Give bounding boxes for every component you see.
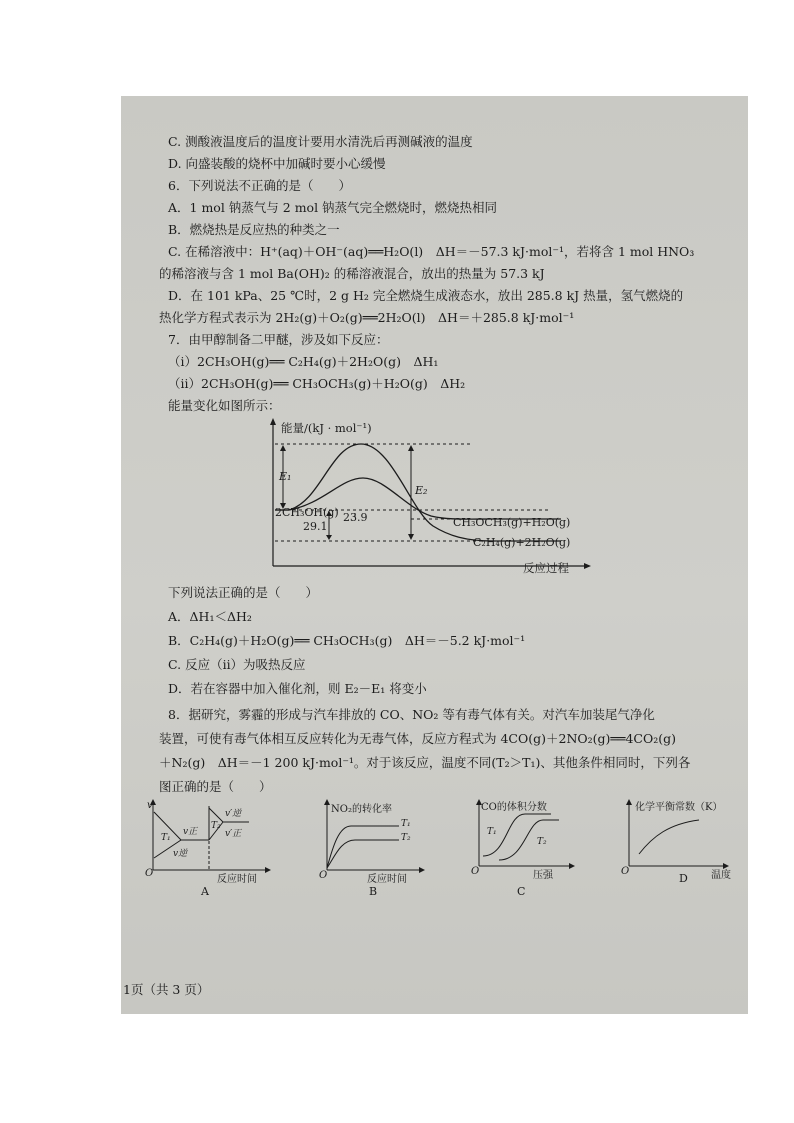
- reactant-label: 2CH₃OH(g): [275, 506, 339, 519]
- page-footer: 1页（共 3 页）: [123, 982, 210, 997]
- graph-a-vn2: v′逆: [225, 809, 242, 819]
- option-7d: D．若在容器中加入催化剂，则 E₂－E₁ 将变小: [168, 681, 427, 696]
- option-6a: A．1 mol 钠蒸气与 2 mol 钠蒸气完全燃烧时，燃烧热相同: [168, 200, 498, 215]
- question-8-cont3: 图正确的是（ ）: [159, 779, 272, 794]
- graph-c-t1: T₁: [487, 827, 497, 837]
- option-7c: C. 反应（ⅱ）为吸热反应: [168, 657, 306, 672]
- reaction-i: （ⅰ）2CH₃OH(g)══ C₂H₄(g)＋2H₂O(g) ΔH₁: [168, 354, 439, 369]
- e2-label: E₂: [415, 484, 428, 497]
- question-8-cont2: ＋N₂(g) ΔH＝－1 200 kJ·mol⁻¹。对于该反应，温度不同(T₂＞T₁)、其他条件相同时，下列各: [159, 755, 691, 770]
- graph-d-caption: D: [679, 872, 688, 885]
- graph-a: [139, 796, 281, 898]
- graph-b-xlabel: 反应时间: [367, 874, 407, 885]
- graph-b-ylabel: NO₂的转化率: [331, 804, 392, 815]
- question-8-stem: 8．据研究，雾霾的形成与汽车排放的 CO、NO₂ 等有毒气体有关。对汽车加装尾气净化: [168, 707, 655, 722]
- graph-b: [317, 796, 435, 898]
- option-6d: D．在 101 kPa、25 ℃时，2 g H₂ 完全燃烧生成液态水，放出 285.8 kJ 热量，氢气燃烧的: [168, 288, 684, 303]
- graph-b-t1: T₁: [401, 819, 411, 829]
- graph-a-t2: T₂: [211, 821, 221, 831]
- graph-c-ylabel: CO的体积分数: [481, 802, 547, 813]
- option-5c: C. 测酸液温度后的温度计要用水清洗后再测碱液的温度: [168, 134, 473, 149]
- graph-a-vz2: v′正: [225, 829, 242, 839]
- product1-label: CH₃OCH₃(g)+H₂O(g): [453, 516, 571, 529]
- graph-a-vn1: v逆: [173, 849, 188, 859]
- option-6d-cont: 热化学方程式表示为 2H₂(g)＋O₂(g)══2H₂O(l) ΔH＝＋285.8 kJ·mol⁻¹: [159, 310, 575, 325]
- graph-a-caption: A: [201, 885, 209, 898]
- graph-d-ylabel: 化学平衡常数（K）: [635, 802, 723, 813]
- question-7-ask: 下列说法正确的是（ ）: [168, 585, 319, 600]
- question-6-stem: 6．下列说法不正确的是（ ）: [168, 178, 351, 193]
- graph-b-caption: B: [369, 885, 378, 898]
- exam-page: [121, 96, 748, 1014]
- graph-d: [617, 796, 741, 898]
- graph-a-ylabel: v: [147, 800, 153, 811]
- energy-ylabel: 能量/(kJ · mol⁻¹): [281, 421, 372, 435]
- diagram-intro: 能量变化如图所示：: [168, 398, 281, 413]
- option-5d: D. 向盛装酸的烧杯中加碱时要小心缓慢: [168, 156, 386, 171]
- graph-c-origin: O: [471, 866, 480, 877]
- graph-b-t2: T₂: [401, 833, 411, 843]
- value-29-1: 29.1: [303, 520, 328, 533]
- product2-label: C₂H₄(g)+2H₂O(g): [473, 536, 571, 549]
- value-23-9: 23.9: [343, 511, 368, 524]
- graph-d-origin: O: [621, 866, 630, 877]
- graph-d-xlabel: 温度: [711, 870, 731, 881]
- graph-c-xlabel: 压强: [533, 870, 553, 881]
- option-6b: B．燃烧热是反应热的种类之一: [168, 222, 340, 237]
- graph-c-t2: T₂: [537, 837, 547, 847]
- energy-y-arrow: [270, 418, 276, 425]
- question-8-cont1: 装置，可使有毒气体相互反应转化为无毒气体，反应方程式为 4CO(g)＋2NO₂(g)══4CO₂(g): [159, 731, 676, 746]
- graph-a-t1: T₁: [161, 833, 171, 843]
- option-7b: B．C₂H₄(g)＋H₂O(g)══ CH₃OCH₃(g) ΔH＝－5.2 kJ·mol⁻¹: [168, 633, 526, 648]
- e1-label: E₁: [279, 470, 292, 483]
- graph-c-caption: C: [517, 885, 526, 898]
- option-7a: A．ΔH₁＜ΔH₂: [168, 609, 252, 624]
- option-6c-cont: 的稀溶液与含 1 mol Ba(OH)₂ 的稀溶液混合，放出的热量为 57.3 kJ: [159, 266, 545, 281]
- energy-x-arrow: [584, 563, 591, 569]
- graph-a-vz1: v正: [183, 827, 198, 837]
- reaction-ii: （ⅱ）2CH₃OH(g)══ CH₃OCH₃(g)＋H₂O(g) ΔH₂: [168, 376, 466, 391]
- question-7-stem: 7．由甲醇制备二甲醚，涉及如下反应：: [168, 332, 389, 347]
- graph-c: [467, 796, 585, 898]
- option-6c: C. 在稀溶液中：H⁺(aq)＋OH⁻(aq)══H₂O(l) ΔH＝－57.3 kJ·mol⁻¹，若将含 1 mol HNO₃: [168, 244, 695, 259]
- energy-diagram: [261, 416, 601, 576]
- energy-xlabel: 反应过程: [523, 561, 569, 575]
- graph-a-xlabel: 反应时间: [217, 874, 257, 885]
- graph-a-origin: O: [145, 868, 154, 879]
- graph-b-origin: O: [319, 870, 328, 881]
